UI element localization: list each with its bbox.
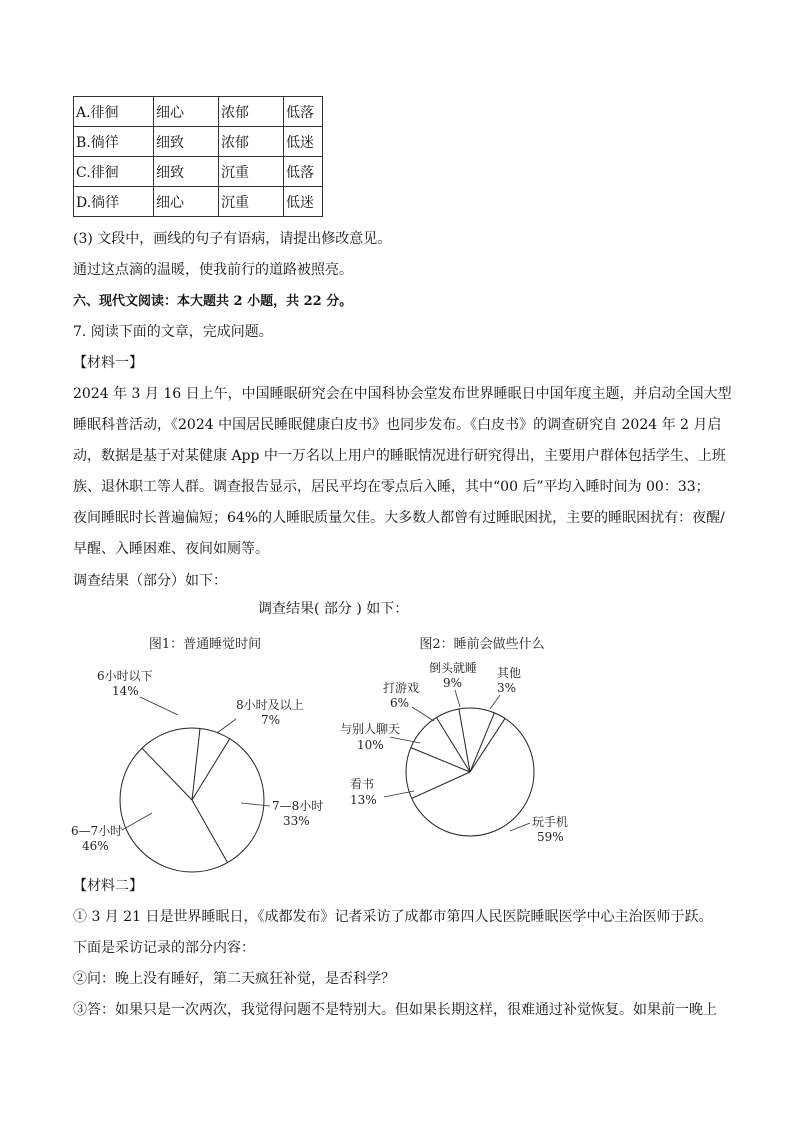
question-7: 7. 阅读下面的文章，完成问题。 <box>73 324 273 340</box>
table-cell: 低落 <box>284 97 323 127</box>
options-table <box>73 96 323 217</box>
pie1-label-category: 6—7小时 <box>71 824 123 838</box>
question-3: (3) 文段中，画线的句子有语病，请提出修改意见。 <box>73 231 392 247</box>
table-cell: 浓郁 <box>219 127 284 157</box>
table-cell: A.徘徊 <box>74 97 154 127</box>
paragraph-line: 夜间睡眠时长普遍偏短；64%的人睡眠质量欠佳。大多数人都曾有过睡眠困扰，主要的睡眠困扰有：夜醒/ <box>73 510 725 526</box>
table-cell: 细心 <box>154 187 219 217</box>
pie-2-slice-1 <box>470 713 494 772</box>
material-2-heading: 【材料二】 <box>73 878 143 894</box>
pie-2-slice-3 <box>412 772 470 798</box>
pie2-label-value: 3% <box>497 681 517 695</box>
chart-2-title: 图2：睡前会做些什么 <box>419 637 545 652</box>
question-3-sentence: 通过这点滴的温暖，使我前行的道路被照亮。 <box>73 262 353 278</box>
table-cell: 细心 <box>154 97 219 127</box>
paragraph-line: 下面是采访记录的部分内容： <box>73 940 255 956</box>
table-cell: 沉重 <box>219 187 284 217</box>
leader-line <box>455 690 460 707</box>
leader-line <box>510 823 530 831</box>
table-row <box>74 187 323 217</box>
table-cell: 细致 <box>154 127 219 157</box>
pie2-label-category: 玩手机 <box>532 815 569 829</box>
table-row <box>74 157 323 187</box>
table-cell: 低落 <box>284 157 323 187</box>
paragraph-line: 族、退休职工等人群。调查报告显示，居民平均在零点后入睡，其中“00 后”平均入睡时间为 00：33； <box>73 479 710 495</box>
pie1-label-value: 14% <box>112 684 139 698</box>
paragraph-line: ②问：晚上没有睡好，第二天疯狂补觉，是否科学？ <box>73 971 395 987</box>
leader-line <box>412 707 434 721</box>
pie-2-slice-4 <box>411 748 470 772</box>
figure-caption: 调查结果( 部分 ) 如下： <box>258 601 409 617</box>
leader-line <box>140 697 178 715</box>
leader-line <box>122 813 152 830</box>
survey-charts <box>60 625 580 875</box>
pie2-label-category: 与别人聊天 <box>340 722 401 736</box>
paragraph-line: 早醒、入睡困难、夜间如厕等。 <box>73 541 269 557</box>
table-cell: 沉重 <box>219 157 284 187</box>
pie-1-slice-0 <box>142 748 192 800</box>
pie1-label-category: 6小时以下 <box>97 669 153 683</box>
chart-1-title: 图1：普通睡觉时间 <box>148 637 262 652</box>
pie1-label-value: 33% <box>283 814 310 828</box>
pie-1-slice-3 <box>192 800 228 863</box>
pie2-label-category: 倒头就睡 <box>429 661 478 675</box>
pie2-label-value: 10% <box>357 738 384 752</box>
leader-line <box>490 695 500 709</box>
pie1-label-category: 7—8小时 <box>272 799 324 813</box>
pie1-label-value: 46% <box>82 839 109 853</box>
pie1-label-value: 7% <box>261 713 281 727</box>
pie2-label-value: 9% <box>443 676 463 690</box>
paragraph-line: 2024 年 3 月 16 日上午，中国睡眠研究会在中国科协会堂发布世界睡眠日中国年度主题，并启动全国大型 <box>73 386 732 402</box>
pie2-label-category: 其他 <box>497 666 522 680</box>
table-cell: 细致 <box>154 157 219 187</box>
pie2-label-value: 59% <box>537 830 564 844</box>
pie2-label-value: 6% <box>390 696 410 710</box>
table-row <box>74 97 323 127</box>
leader-line <box>217 719 236 733</box>
leader-line <box>241 803 270 806</box>
pie2-label-category: 看书 <box>350 777 375 791</box>
table-row <box>74 127 323 157</box>
pie2-label-category: 打游戏 <box>383 681 420 695</box>
pie2-label-value: 13% <box>350 793 377 807</box>
paragraph-line: 睡眠科普活动，《2024 中国居民睡眠健康白皮书》也同步发布。《白皮书》的调查研究自 2024 年 2 月启 <box>73 417 722 433</box>
paragraph-line: ① 3 月 21 日是世界睡眠日，《成都发布》记者采访了成都市第四人民医院睡眠医学中心主治医师于跃。 <box>73 909 713 925</box>
table-cell: D.徜徉 <box>74 187 154 217</box>
table-cell: 低迷 <box>284 127 323 157</box>
paragraph-line: ③答：如果只是一次两次，我觉得问题不是特别大。但如果长期这样，很难通过补觉恢复。如果前一晚上 <box>73 1002 717 1018</box>
table-cell: 浓郁 <box>219 97 284 127</box>
material-1-heading: 【材料一】 <box>73 355 143 371</box>
survey-intro: 调查结果（部分）如下： <box>73 573 227 589</box>
section-heading: 六、现代文阅读：本大题共 2 小题，共 22 分。 <box>73 294 353 309</box>
pie1-label-category: 8小时及以上 <box>236 698 304 712</box>
table-cell: C.徘徊 <box>74 157 154 187</box>
table-cell: 低迷 <box>284 187 323 217</box>
paragraph-line: 动，数据是基于对某健康 App 中一万名以上用户的睡眠情况进行研究得出，主要用户群体包括学生、上班 <box>73 448 726 464</box>
table-cell: B.徜徉 <box>74 127 154 157</box>
pie-2-slice-2 <box>470 718 505 772</box>
